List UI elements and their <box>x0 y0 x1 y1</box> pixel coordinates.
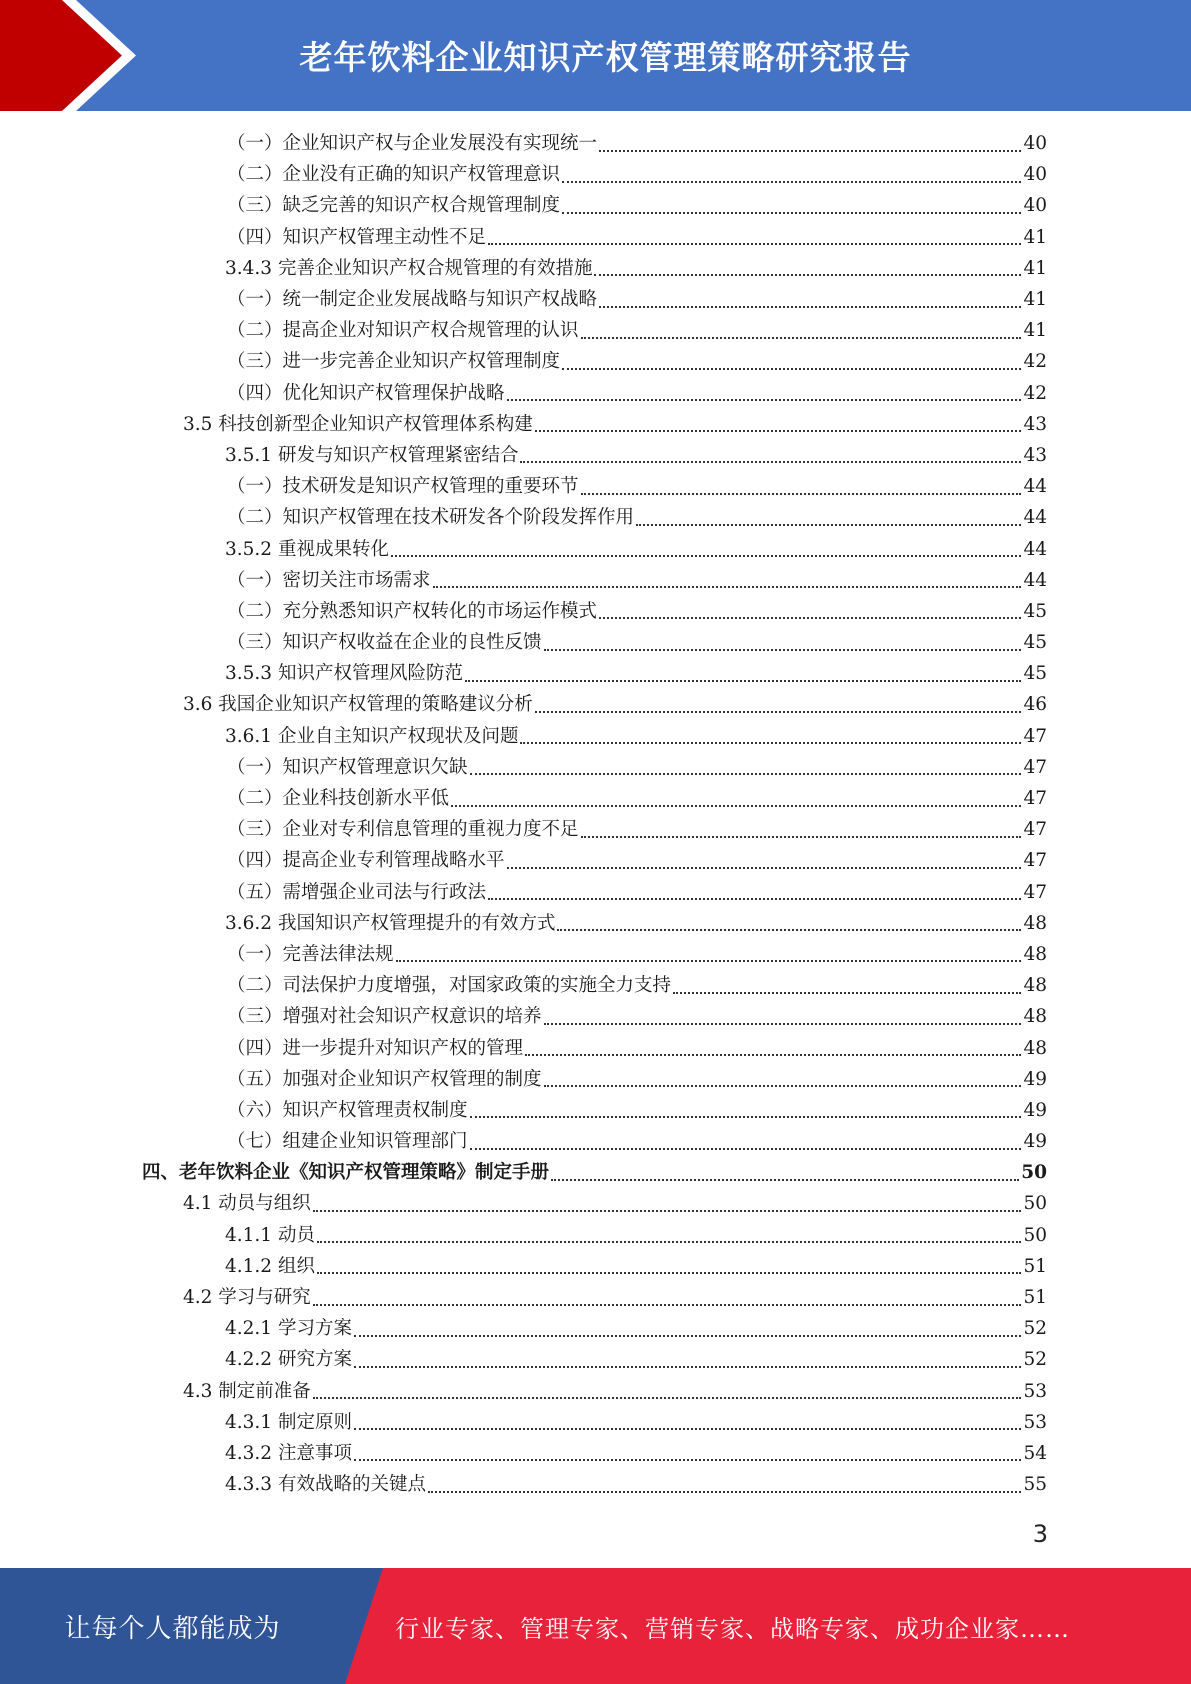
toc-entry-title: （五）需增强企业司法与行政法 <box>227 881 487 903</box>
toc-dot-leader <box>313 1304 1022 1306</box>
toc-entry-title: 3.6 我国企业知识产权管理的策略建议分析 <box>183 694 533 716</box>
toc-entry-page-number: 49 <box>1023 1068 1047 1090</box>
toc-dot-leader <box>433 586 1022 588</box>
toc-dot-leader <box>562 212 1021 214</box>
toc-entry[interactable] <box>0 627 1191 658</box>
toc-entry[interactable] <box>0 190 1191 221</box>
toc-dot-leader <box>470 773 1022 775</box>
toc-entry-title: 4.3 制定前准备 <box>183 1380 311 1402</box>
toc-entry[interactable] <box>0 253 1191 284</box>
toc-entry-title: 4.1.1 动员 <box>225 1224 315 1246</box>
toc-entry-title: 3.4.3 完善企业知识产权合规管理的有效措施 <box>225 257 593 279</box>
toc-entry-page-number: 49 <box>1023 1131 1047 1153</box>
toc-entry-page-number: 50 <box>1023 1224 1047 1246</box>
toc-entry[interactable] <box>0 222 1191 253</box>
toc-entry-page-number: 51 <box>1023 1287 1047 1309</box>
toc-dot-leader <box>354 1335 1022 1337</box>
toc-entry-title: （四）进一步提升对知识产权的管理 <box>227 1037 524 1059</box>
toc-entry-page-number: 40 <box>1023 164 1047 186</box>
toc-entry-page-number: 48 <box>1023 943 1047 965</box>
toc-dot-leader <box>544 1085 1022 1087</box>
toc-entry[interactable] <box>0 1064 1191 1095</box>
toc-entry-page-number: 52 <box>1023 1349 1047 1371</box>
toc-entry-title: 4.1 动员与组织 <box>183 1193 311 1215</box>
toc-entry[interactable] <box>0 533 1191 564</box>
toc-entry-page-number: 45 <box>1023 600 1047 622</box>
toc-dot-leader <box>354 1366 1022 1368</box>
table-of-contents <box>0 128 1191 1500</box>
toc-dot-leader <box>488 243 1021 245</box>
toc-entry-page-number: 40 <box>1023 133 1047 155</box>
toc-dot-leader <box>520 461 1021 463</box>
toc-dot-leader <box>507 867 1022 869</box>
toc-dot-leader <box>581 836 1022 838</box>
toc-entry-page-number: 48 <box>1023 1037 1047 1059</box>
toc-entry-title: （一）企业知识产权与企业发展没有实现统一 <box>227 133 598 155</box>
toc-entry-page-number: 44 <box>1023 538 1047 560</box>
toc-entry[interactable] <box>0 1251 1191 1282</box>
toc-entry-title: （七）组建企业知识管理部门 <box>227 1131 468 1153</box>
toc-dot-leader <box>451 805 1021 807</box>
document-title: 老年饮料企业知识产权管理策略研究报告 <box>299 38 912 77</box>
toc-dot-leader <box>673 992 1021 994</box>
toc-entry-title: （二）知识产权管理在技术研发各个阶段发挥作用 <box>227 507 635 529</box>
toc-entry-title: 4.2.2 研究方案 <box>225 1349 352 1371</box>
toc-dot-leader <box>507 399 1022 401</box>
toc-entry-title: 4.3.1 制定原则 <box>225 1411 352 1433</box>
toc-entry[interactable] <box>0 721 1191 752</box>
toc-entry-title: （一）统一制定企业发展战略与知识产权战略 <box>227 289 598 311</box>
toc-entry[interactable] <box>0 471 1191 502</box>
toc-entry-title: （四）优化知识产权管理保护战略 <box>227 382 505 404</box>
toc-entry-title: 4.2.1 学习方案 <box>225 1318 352 1340</box>
toc-entry-page-number: 53 <box>1023 1380 1047 1402</box>
toc-entry[interactable] <box>0 1376 1191 1407</box>
red-chevron-decoration <box>0 0 160 111</box>
page-number: 3 <box>1032 1520 1048 1548</box>
toc-entry-title: （三）知识产权收益在企业的良性反馈 <box>227 632 542 654</box>
toc-dot-leader <box>562 368 1021 370</box>
toc-entry-title: 3.5.2 重视成果转化 <box>225 538 389 560</box>
toc-entry[interactable] <box>0 409 1191 440</box>
toc-entry-page-number: 47 <box>1023 756 1047 778</box>
toc-entry-page-number: 55 <box>1023 1474 1047 1496</box>
toc-entry[interactable] <box>0 1095 1191 1126</box>
toc-entry-title: （二）提高企业对知识产权合规管理的认识 <box>227 320 579 342</box>
toc-entry[interactable] <box>0 1220 1191 1251</box>
toc-dot-leader <box>525 1054 1021 1056</box>
toc-dot-leader <box>354 1428 1022 1430</box>
toc-dot-leader <box>544 649 1022 651</box>
toc-dot-leader <box>636 524 1021 526</box>
toc-dot-leader <box>599 617 1021 619</box>
toc-entry-title: （三）缺乏完善的知识产权合规管理制度 <box>227 195 561 217</box>
toc-entry-title: （五）加强对企业知识产权管理的制度 <box>227 1068 542 1090</box>
toc-dot-leader <box>581 337 1022 339</box>
toc-entry[interactable] <box>0 284 1191 315</box>
toc-entry-page-number: 43 <box>1023 413 1047 435</box>
toc-entry-page-number: 42 <box>1023 351 1047 373</box>
toc-entry[interactable] <box>0 1001 1191 1032</box>
toc-dot-leader <box>551 1179 1019 1181</box>
toc-entry-page-number: 44 <box>1023 476 1047 498</box>
toc-dot-leader <box>313 1210 1022 1212</box>
toc-entry-page-number: 41 <box>1023 257 1047 279</box>
toc-entry[interactable] <box>0 502 1191 533</box>
toc-entry-page-number: 41 <box>1023 289 1047 311</box>
toc-entry-page-number: 45 <box>1023 632 1047 654</box>
toc-dot-leader <box>488 898 1021 900</box>
toc-entry-title: 3.5 科技创新型企业知识产权管理体系构建 <box>183 413 533 435</box>
toc-entry-page-number: 52 <box>1023 1318 1047 1340</box>
toc-entry-title: （四）提高企业专利管理战略水平 <box>227 850 505 872</box>
toc-entry[interactable] <box>0 939 1191 970</box>
toc-entry[interactable] <box>0 877 1191 908</box>
toc-entry[interactable] <box>0 378 1191 409</box>
toc-entry-title: 4.2 学习与研究 <box>183 1287 311 1309</box>
toc-entry[interactable] <box>0 1126 1191 1157</box>
toc-entry[interactable] <box>0 1344 1191 1375</box>
toc-entry[interactable] <box>0 1282 1191 1313</box>
toc-dot-leader <box>520 742 1021 744</box>
toc-entry-page-number: 51 <box>1023 1255 1047 1277</box>
toc-entry-title: （三）进一步完善企业知识产权管理制度 <box>227 351 561 373</box>
toc-entry[interactable] <box>0 908 1191 939</box>
toc-entry-page-number: 47 <box>1023 850 1047 872</box>
toc-entry[interactable] <box>0 596 1191 627</box>
toc-entry-title: （二）企业没有正确的知识产权管理意识 <box>227 164 561 186</box>
toc-entry-title: （二）司法保护力度增强，对国家政策的实施全力支持 <box>227 975 672 997</box>
toc-entry[interactable] <box>0 658 1191 689</box>
toc-entry-title: （四）知识产权管理主动性不足 <box>227 226 487 248</box>
toc-entry[interactable] <box>0 1407 1191 1438</box>
toc-entry-title: （一）技术研发是知识产权管理的重要环节 <box>227 476 579 498</box>
toc-entry[interactable] <box>0 845 1191 876</box>
toc-entry[interactable] <box>0 1438 1191 1469</box>
toc-entry-page-number: 53 <box>1023 1411 1047 1433</box>
toc-entry-title: 四、老年饮料企业《知识产权管理策略》制定手册 <box>142 1162 550 1184</box>
toc-entry-page-number: 49 <box>1023 1099 1047 1121</box>
toc-entry[interactable] <box>0 1469 1191 1500</box>
toc-entry[interactable] <box>0 689 1191 720</box>
toc-entry[interactable] <box>0 970 1191 1001</box>
toc-entry-page-number: 50 <box>1023 1193 1047 1215</box>
toc-entry-page-number: 47 <box>1023 725 1047 747</box>
toc-entry-page-number: 47 <box>1023 819 1047 841</box>
toc-entry-page-number: 47 <box>1023 788 1047 810</box>
toc-entry[interactable] <box>0 440 1191 471</box>
toc-entry-title: 3.6.2 我国知识产权管理提升的有效方式 <box>225 912 556 934</box>
toc-entry[interactable] <box>0 1032 1191 1063</box>
toc-entry-page-number: 45 <box>1023 663 1047 685</box>
toc-entry-title: （一）完善法律法规 <box>227 943 394 965</box>
toc-entry-title: （二）企业科技创新水平低 <box>227 788 450 810</box>
toc-entry-page-number: 50 <box>1021 1162 1047 1184</box>
toc-dot-leader <box>544 1023 1022 1025</box>
toc-entry-title: 4.3.3 有效战略的关键点 <box>225 1474 426 1496</box>
toc-dot-leader <box>391 555 1021 557</box>
toc-dot-leader <box>535 711 1022 713</box>
toc-entry[interactable] <box>0 1188 1191 1219</box>
toc-entry-title: 3.6.1 企业自主知识产权现状及问题 <box>225 725 519 747</box>
toc-entry-page-number: 44 <box>1023 507 1047 529</box>
toc-entry-title: 3.5.3 知识产权管理风险防范 <box>225 663 463 685</box>
toc-dot-leader <box>599 306 1021 308</box>
footer-slogan-left: 让每个人都能成为 <box>64 1613 281 1644</box>
toc-entry-title: 3.5.1 研发与知识产权管理紧密结合 <box>225 444 519 466</box>
toc-dot-leader <box>317 1272 1022 1274</box>
toc-entry[interactable] <box>0 315 1191 346</box>
toc-dot-leader <box>470 1148 1022 1150</box>
toc-entry-title: （一）知识产权管理意识欠缺 <box>227 756 468 778</box>
toc-dot-leader <box>313 1397 1022 1399</box>
toc-entry-page-number: 48 <box>1023 975 1047 997</box>
toc-entry[interactable] <box>0 565 1191 596</box>
toc-dot-leader <box>317 1241 1022 1243</box>
toc-entry-page-number: 40 <box>1023 195 1047 217</box>
toc-dot-leader <box>535 430 1022 432</box>
page-footer <box>0 1568 1191 1684</box>
toc-entry[interactable] <box>0 752 1191 783</box>
toc-entry-title: 4.3.2 注意事项 <box>225 1442 352 1464</box>
toc-entry-page-number: 47 <box>1023 881 1047 903</box>
toc-entry-title: 4.1.2 组织 <box>225 1255 315 1277</box>
toc-entry[interactable] <box>0 814 1191 845</box>
toc-dot-leader <box>428 1491 1021 1493</box>
toc-entry-page-number: 41 <box>1023 320 1047 342</box>
toc-dot-leader <box>396 960 1022 962</box>
toc-entry[interactable] <box>0 783 1191 814</box>
toc-entry-title: （三）增强对社会知识产权意识的培养 <box>227 1006 542 1028</box>
toc-entry-page-number: 54 <box>1023 1442 1047 1464</box>
toc-entry[interactable] <box>0 1157 1191 1188</box>
toc-dot-leader <box>354 1459 1022 1461</box>
toc-dot-leader <box>562 181 1021 183</box>
toc-dot-leader <box>599 150 1021 152</box>
toc-entry-page-number: 41 <box>1023 226 1047 248</box>
toc-dot-leader <box>557 929 1021 931</box>
toc-entry-title: （一）密切关注市场需求 <box>227 569 431 591</box>
toc-entry-page-number: 46 <box>1023 694 1047 716</box>
toc-entry[interactable] <box>0 159 1191 190</box>
toc-dot-leader <box>581 493 1022 495</box>
toc-entry-page-number: 42 <box>1023 382 1047 404</box>
toc-dot-leader <box>470 1116 1022 1118</box>
toc-entry[interactable] <box>0 1313 1191 1344</box>
page-header <box>0 0 1191 111</box>
toc-entry-title: （六）知识产权管理责权制度 <box>227 1099 468 1121</box>
toc-entry-page-number: 43 <box>1023 444 1047 466</box>
toc-entry-title: （二）充分熟悉知识产权转化的市场运作模式 <box>227 600 598 622</box>
toc-dot-leader <box>594 274 1021 276</box>
toc-entry[interactable] <box>0 346 1191 377</box>
toc-entry-page-number: 48 <box>1023 912 1047 934</box>
toc-entry[interactable] <box>0 128 1191 159</box>
toc-dot-leader <box>465 680 1021 682</box>
toc-entry-page-number: 48 <box>1023 1006 1047 1028</box>
footer-slogan-right: 行业专家、管理专家、营销专家、战略专家、成功企业家…… <box>395 1614 1070 1643</box>
toc-entry-page-number: 44 <box>1023 569 1047 591</box>
toc-entry-title: （三）企业对专利信息管理的重视力度不足 <box>227 819 579 841</box>
